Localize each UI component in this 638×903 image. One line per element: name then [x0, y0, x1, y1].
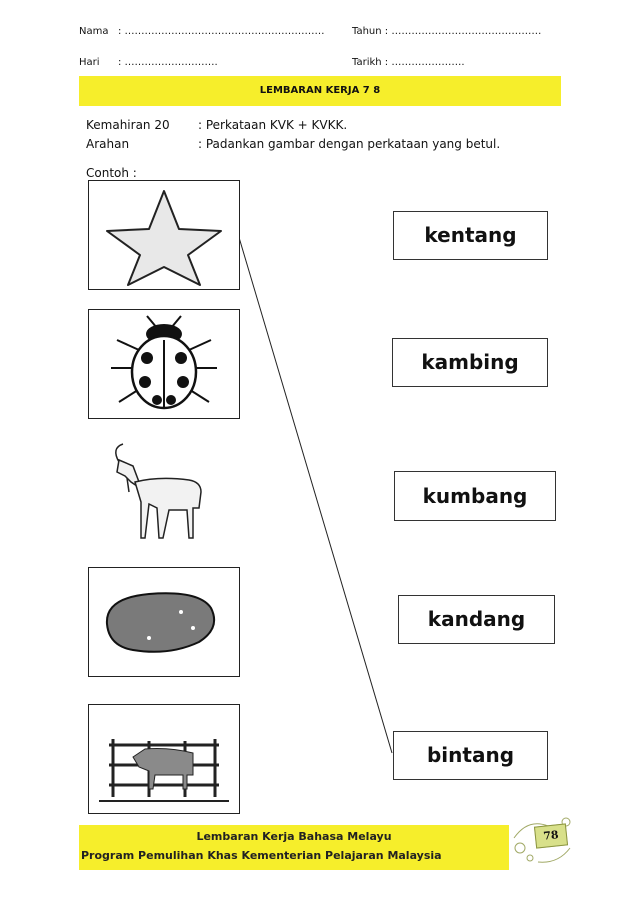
- picture-box-ladybug[interactable]: [88, 309, 240, 419]
- kemahiran-label: Kemahiran 20: [86, 118, 170, 132]
- tahun-label[interactable]: Tahun : ………………………………………: [352, 26, 542, 37]
- arahan-value: : Padankan gambar dengan perkataan yang betul.: [198, 137, 501, 151]
- footer-line-1: Lembaran Kerja Bahasa Melayu: [196, 830, 392, 843]
- ladybug-icon: [89, 310, 239, 418]
- word-label: bintang: [426, 743, 515, 767]
- goat-in-pen-icon: [89, 705, 239, 813]
- word-label: kandang: [427, 607, 526, 631]
- worksheet-title: LEMBARAN KERJA 7 8: [259, 85, 381, 96]
- arahan-label: Arahan: [86, 137, 130, 151]
- potato-icon: [89, 568, 239, 676]
- word-box-1[interactable]: [393, 211, 548, 260]
- picture-box-potato[interactable]: [88, 567, 240, 677]
- word-label: kentang: [424, 223, 517, 247]
- star-icon: [89, 181, 239, 289]
- nama-label: Nama: [79, 26, 109, 37]
- hari-label: Hari: [79, 57, 100, 68]
- word-box-2[interactable]: [392, 338, 548, 387]
- nama-line[interactable]: : ……………………………………………………: [118, 26, 325, 37]
- page-number-badge: 78: [534, 823, 568, 848]
- word-box-5[interactable]: [393, 731, 548, 780]
- word-label: kumbang: [422, 484, 528, 508]
- hari-line[interactable]: : ……………………….: [118, 57, 218, 68]
- footer-line-2: Program Pemulihan Khas Kementerian Pelajaran Malaysia: [81, 849, 442, 862]
- picture-box-star[interactable]: [88, 180, 240, 290]
- kemahiran-value: : Perkataan KVK + KVKK.: [198, 118, 348, 132]
- footer-banner: [79, 825, 509, 870]
- picture-box-goat[interactable]: [88, 441, 240, 551]
- word-box-3[interactable]: [394, 471, 556, 521]
- contoh-label: Contoh :: [86, 166, 137, 180]
- word-box-4[interactable]: [398, 595, 555, 644]
- word-label: kambing: [421, 350, 519, 374]
- goat-icon: [89, 442, 239, 550]
- picture-box-pen[interactable]: [88, 704, 240, 814]
- tarikh-label[interactable]: Tarikh : ………………….: [352, 57, 465, 68]
